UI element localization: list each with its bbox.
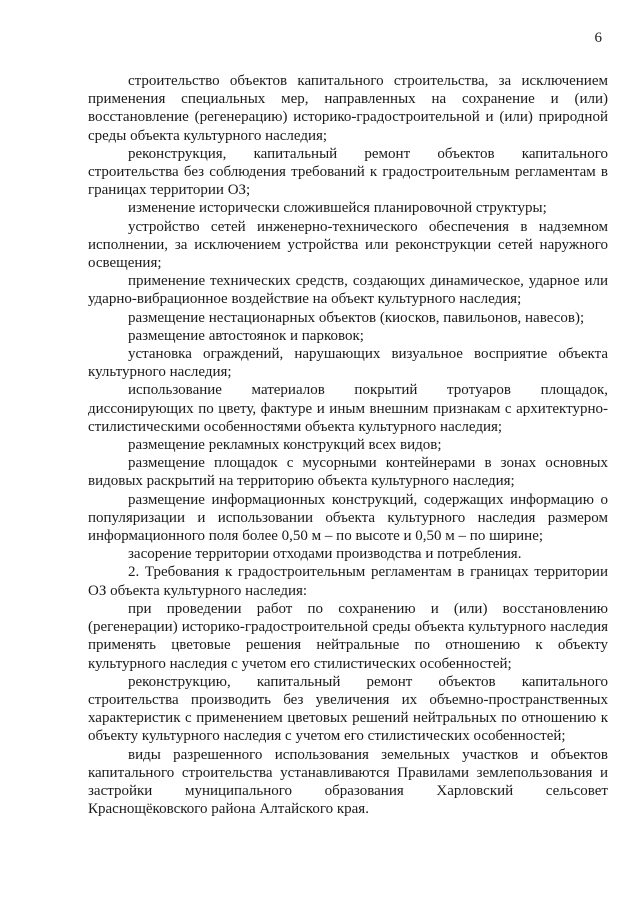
document-body: [88, 72, 608, 818]
paragraph: реконструкция, капитальный ремонт объектов капитального строительства без соблюдения требований к градостроительным регламентам в границах территории ОЗ;: [88, 145, 608, 199]
paragraph: установка ограждений, нарушающих визуальное восприятие объекта культурного наследия;: [88, 346, 608, 381]
page-number: 6: [594, 30, 602, 46]
paragraph: применение технических средств, создающих динамическое, ударное или ударно-вибрационное воздействие на объект культурного наследия;: [88, 273, 608, 308]
paragraph: виды разрешенного использования земельных участков и объектов капитального строительства устанавливаются Правилами землепользования и застройки муниципального образования Харловский сельсовет Краснощёковского района Алтайского края.: [88, 746, 608, 818]
paragraph: использование материалов покрытий тротуаров площадок, диссонирующих по цвету, фактуре и иным внешним признакам с архитектурно-стилистическими особенностями объекта культурного наследия;: [88, 382, 608, 435]
paragraph: засорение территории отходами производства и потребления.: [128, 546, 522, 563]
section-heading: 2. Требования к градостроительным регламентам в границах территории ОЗ объекта культурного наследия:: [88, 564, 608, 599]
paragraph: размещение информационных конструкций, содержащих информацию о популяризации и использовании объекта культурного наследия размером информационного поля более 0,50 м – по высоте и 0,50 м – по ширине;: [88, 491, 608, 545]
paragraph: реконструкцию, капитальный ремонт объектов капитального строительства производить без увеличения их объемно-пространственных характеристик с применением цветовых решений нейтральных по отношению к объекту культурного наследия с учетом его стилистических особенностей;: [88, 673, 608, 745]
paragraph: размещение площадок с мусорными контейнерами в зонах основных видовых раскрытий на территорию объекта культурного наследия;: [88, 455, 608, 490]
paragraph: устройство сетей инженерно-технического обеспечения в надземном исполнении, за исключением устройства или реконструкции сетей наружного освещения;: [88, 218, 608, 272]
paragraph: изменение исторически сложившейся планировочной структуры;: [128, 200, 547, 217]
paragraph: размещение нестационарных объектов (киосков, павильонов, навесов);: [128, 309, 585, 326]
paragraph: при проведении работ по сохранению и (или) восстановлению (регенерации) историко-градостроительной среды объекта культурного наследия применять цветовые решения нейтральные по отношению к объекту культурного наследия с учетом его стилистических особенностей;: [88, 600, 608, 672]
paragraph: размещение рекламных конструкций всех видов;: [128, 437, 442, 454]
paragraph: размещение автостоянок и парковок;: [128, 327, 364, 344]
paragraph: строительство объектов капитального строительства, за исключением применения специальных мер, направленных на сохранение и (или) восстановление (регенерацию) историко-градостроительной и (или) природной среды объекта культурного наследия;: [88, 73, 608, 144]
